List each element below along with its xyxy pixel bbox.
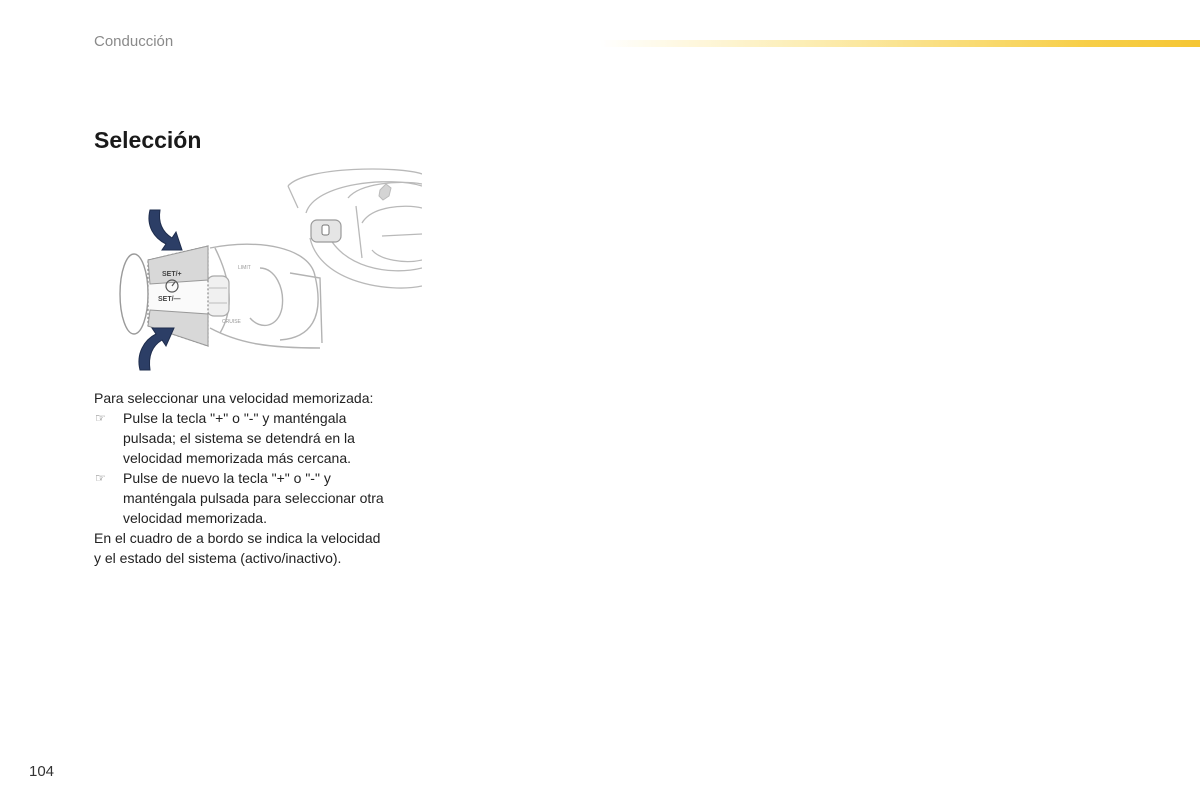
- label-limit: LIMIT: [238, 265, 251, 271]
- arrow-down-icon: [149, 210, 182, 250]
- pointing-hand-icon: ☞: [95, 471, 106, 485]
- page-title: Selección: [94, 127, 202, 153]
- pointing-hand-icon: ☞: [95, 411, 106, 425]
- label-set-minus: SET/—: [158, 296, 181, 303]
- arrow-up-icon: [139, 328, 174, 370]
- page-number: 104: [29, 763, 55, 780]
- list-item: [94, 408, 424, 468]
- list-item: [94, 468, 424, 528]
- steering-wheel-inset: [288, 169, 422, 288]
- instructions: [94, 388, 424, 568]
- bullet-text: Pulse la tecla "+" o "-" y manténgala pulsada; el sistema se detendrá en la velocidad memorizada más cercana.: [123, 410, 355, 466]
- accent-bar: [600, 40, 1200, 47]
- section-label: Conducción: [94, 33, 174, 50]
- label-cruise: CRUISE: [222, 319, 241, 325]
- bullet-text: Pulse de nuevo la tecla "+" o "-" y manténgala pulsada para seleccionar otra velocidad memorizada.: [123, 470, 384, 526]
- label-set-plus: SET/+: [162, 271, 182, 278]
- stalk-detail-inset: [311, 220, 341, 242]
- stalk-end-cap: [120, 254, 148, 334]
- outro-text: En el cuadro de a bordo se indica la velocidad y el estado del sistema (activo/inactivo).: [94, 530, 381, 566]
- cruise-control-illustration: [110, 168, 422, 373]
- peugeot-logo-icon: [379, 184, 391, 200]
- intro-text: Para seleccionar una velocidad memorizada:: [94, 390, 374, 406]
- stalk-diagram: [110, 168, 422, 373]
- set-plus-zone: [148, 246, 208, 284]
- roller-button: [207, 276, 229, 316]
